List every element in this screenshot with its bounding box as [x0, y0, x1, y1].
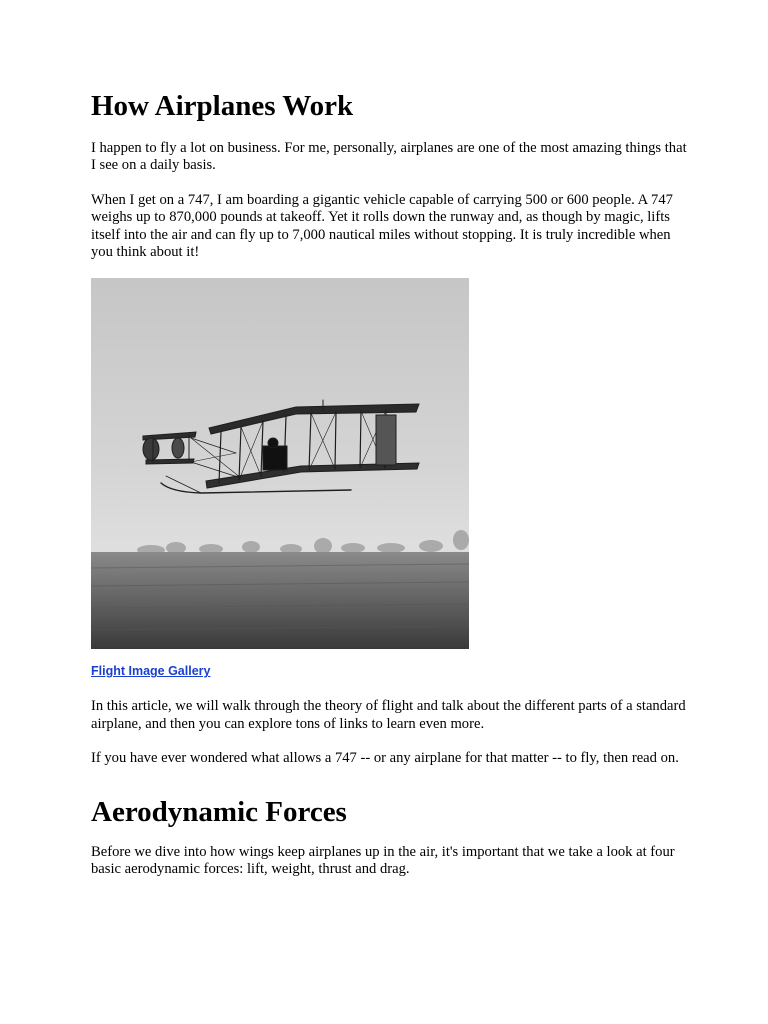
body-paragraph-1: In this article, we will walk through the theory of flight and talk about the different parts of a standard airplane, and then you can explore tons of links to learn even more.	[91, 698, 686, 732]
section-title-aerodynamic-forces: Aerodynamic Forces	[91, 795, 347, 828]
intro-paragraph-1: I happen to fly a lot on business. For me, personally, airplanes are one of the most amazing things that I see on a daily basis.	[91, 140, 687, 174]
flight-image-gallery-link[interactable]: Flight Image Gallery	[91, 664, 211, 679]
intro-paragraph-2: When I get on a 747, I am boarding a gigantic vehicle capable of carrying 500 or 600 people. A 747 weighs up to 870,000 pounds at takeoff. Yet it rolls down the runway and, as though by magic, lifts itself into the air and can fly up to 7,000 nautical miles without stopping. It is truly incredible when you think about it!	[91, 191, 673, 261]
body-paragraph-2: If you have ever wondered what allows a 747 -- or any airplane for that matter -- to fly, then read on.	[91, 750, 679, 767]
section2-paragraph-1: Before we dive into how wings keep airplanes up in the air, it's important that we take a look at four basic aerodynamic forces: lift, weight, thrust and drag.	[91, 843, 675, 878]
page-title: How Airplanes Work	[91, 90, 354, 122]
wright-flyer-photo	[91, 278, 469, 649]
article-page	[91, 88, 691, 895]
